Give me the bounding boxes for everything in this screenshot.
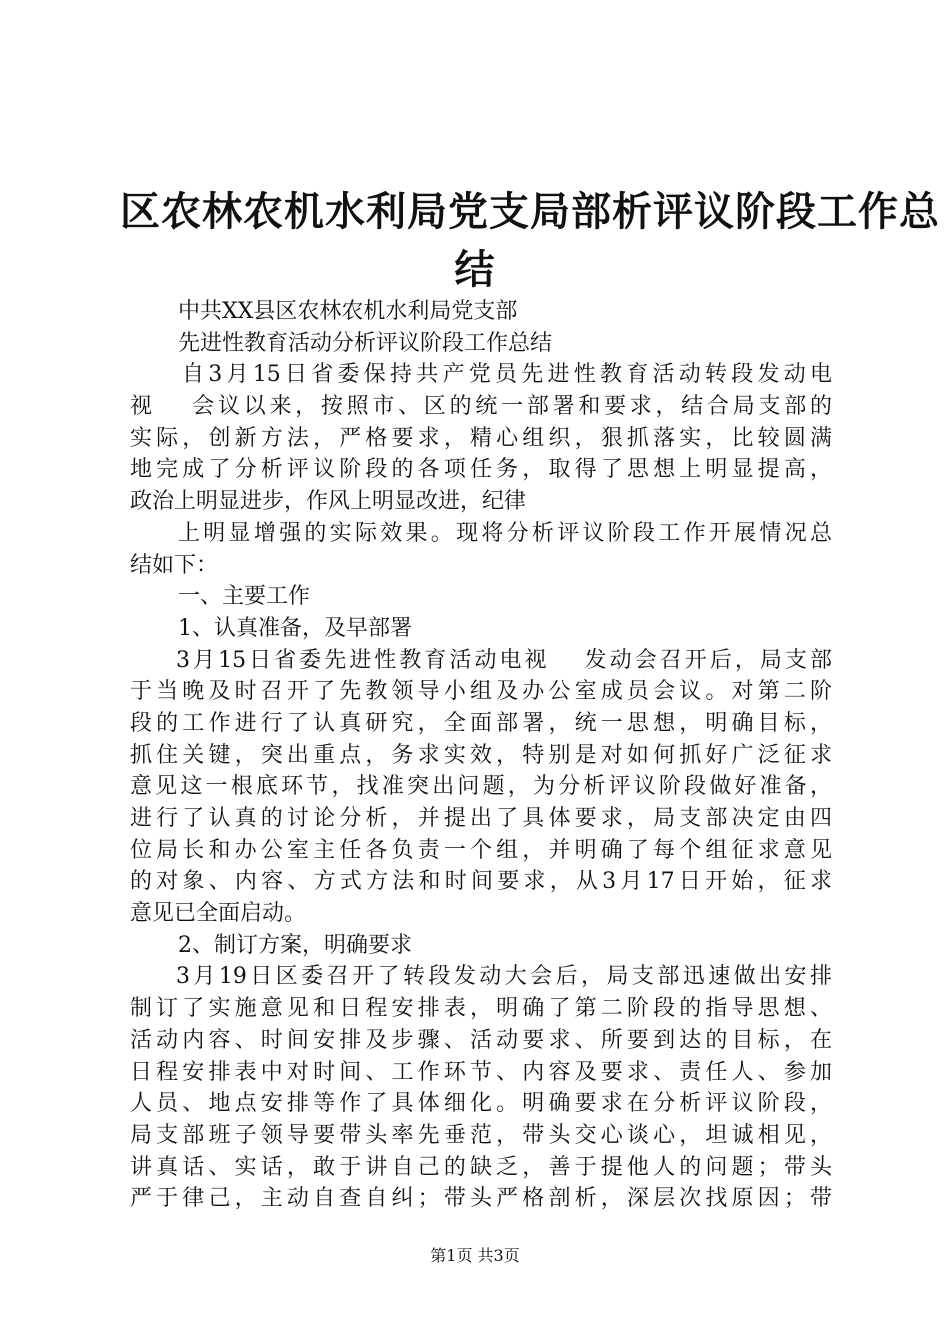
- text-line: 位局长和办公室主任各负责一个组，并明确了每个组征求意见: [130, 837, 832, 863]
- text-line: 视 会议以来，按照市、区的统一部署和要求，结合局支部的: [130, 394, 832, 420]
- text-line: 局支部班子领导要带头率先垂范，带头交心谈心，坦诚相见，: [130, 1122, 832, 1148]
- text-line: 自3月15日省委保持共产党员先进性教育活动转段发动电: [182, 362, 832, 388]
- text-line: 活动内容、时间安排及步骤、活动要求、所要到达的目标，在: [130, 1027, 832, 1053]
- text-line: 3月15日省委先进性教育活动电视 发动会召开后，局支部: [176, 647, 832, 673]
- text-line: 进行了认真的讨论分析，并提出了具体要求，局支部决定由四: [130, 806, 832, 831]
- text-line: 严于律己，主动自查自纠；带头严格剖析，深层次找原因；带: [130, 1186, 832, 1212]
- text-line: 抓住关键，突出重点，务求实效，特别是对如何抓好广泛征求: [130, 742, 832, 768]
- subsection-heading: 1、认真准备，及早部署: [178, 615, 412, 641]
- text-line: 段的工作进行了认真研究，全面部署，统一思想，明确目标，: [130, 710, 832, 736]
- text-line: 意见已全面启动。: [130, 901, 307, 927]
- text-line: 于当晚及时召开了先教领导小组及办公室成员会议。对第二阶: [130, 679, 832, 705]
- text-line: 日程安排表中对时间、工作环节、内容及要求、责任人、参加: [130, 1059, 832, 1085]
- section-heading: 一、主要工作: [178, 584, 311, 610]
- text-line: 制订了实施意见和日程安排表，明确了第二阶段的指导思想、: [130, 996, 832, 1022]
- text-line: 地完成了分析评议阶段的各项任务，取得了思想上明显提高，: [130, 457, 832, 483]
- text-line: 先进性教育活动分析评议阶段工作总结: [178, 330, 553, 356]
- text-line: 意见这一根底环节，找准突出问题，为分析评议阶段做好准备，: [130, 774, 832, 800]
- document-title-line-2: 结: [454, 246, 496, 293]
- text-line: 实际，创新方法，严格要求，精心组织，狠抓落实，比较圆满: [130, 425, 832, 451]
- text-line: 的对象、内容、方式方法和时间要求，从3月17日开始，征求: [130, 869, 832, 895]
- page-footer: 第1页 共3页: [430, 1246, 520, 1265]
- text-line: 上明显增强的实际效果。现将分析评议阶段工作开展情况总: [178, 520, 832, 546]
- text-line: 政治上明显进步，作风上明显改进，纪律: [130, 489, 527, 515]
- text-line: 3月19日区委召开了转段发动大会后，局支部迅速做出安排: [176, 964, 832, 990]
- subsection-heading: 2、制订方案，明确要求: [178, 932, 412, 958]
- document-title-line-1: 区农林农机水利局党支局部析评议阶段工作总: [120, 188, 940, 235]
- text-line: 结如下：: [130, 552, 219, 578]
- text-line: 中共XX县区农林农机水利局党支部: [178, 299, 518, 324]
- text-line: 人员、地点安排等作了具体细化。明确要求在分析评议阶段，: [130, 1091, 832, 1117]
- document-body: [130, 296, 832, 1215]
- text-line: 讲真话、实话，敢于讲自己的缺乏，善于提他人的问题；带头: [130, 1154, 832, 1180]
